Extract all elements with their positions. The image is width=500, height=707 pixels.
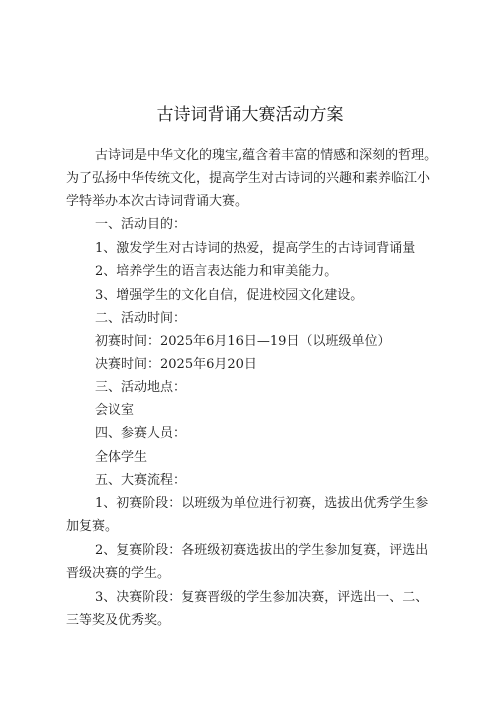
section-heading-purpose: 一、活动目的：: [95, 217, 187, 232]
section-heading-place: 三、活动地点：: [95, 380, 187, 395]
section-heading-participants: 四、参赛人员：: [95, 426, 187, 441]
section-heading-process: 五、大赛流程：: [95, 473, 187, 488]
purpose-item-3: 3、增强学生的文化自信，促进校园文化建设。: [95, 288, 364, 303]
participants: 全体学生: [95, 450, 148, 465]
purpose-item-1: 1、激发学生对古诗词的热爱，提高学生的古诗词背诵量: [95, 241, 416, 256]
final-time: 决赛时间：2025年6月20日: [95, 357, 257, 372]
process-step-2-line-2: 晋级决赛的学生。: [66, 566, 171, 581]
process-step-2-line-1: 2、复赛阶段：各班级初赛选拔出的学生参加复赛，评选出: [95, 543, 429, 558]
intro-line-3: 学特举办本次古诗词背诵大赛。: [66, 194, 249, 209]
section-heading-time: 二、活动时间：: [95, 311, 187, 326]
event-place: 会议室: [95, 403, 135, 418]
document-title: 古诗词背诵大赛活动方案: [156, 105, 344, 125]
preliminary-time: 初赛时间：2025年6月16日—19日（以班级单位）: [95, 334, 391, 349]
process-step-3-line-2: 三等奖及优秀奖。: [66, 613, 171, 628]
purpose-item-2: 2、培养学生的语言表达能力和审美能力。: [95, 264, 338, 279]
intro-line-2: 为了弘扬中华传统文化，提高学生对古诗词的兴趣和素养临江小: [66, 171, 431, 186]
process-step-1-line-1: 1、初赛阶段：以班级为单位进行初赛，选拔出优秀学生参: [95, 496, 429, 511]
process-step-3-line-1: 3、决赛阶段：复赛晋级的学生参加决赛，评选出一、二、: [95, 590, 429, 605]
process-step-1-line-2: 加复赛。: [66, 519, 119, 534]
intro-line-1: 古诗词是中华文化的瑰宝,蕴含着丰富的情感和深刻的哲理。: [95, 148, 438, 163]
